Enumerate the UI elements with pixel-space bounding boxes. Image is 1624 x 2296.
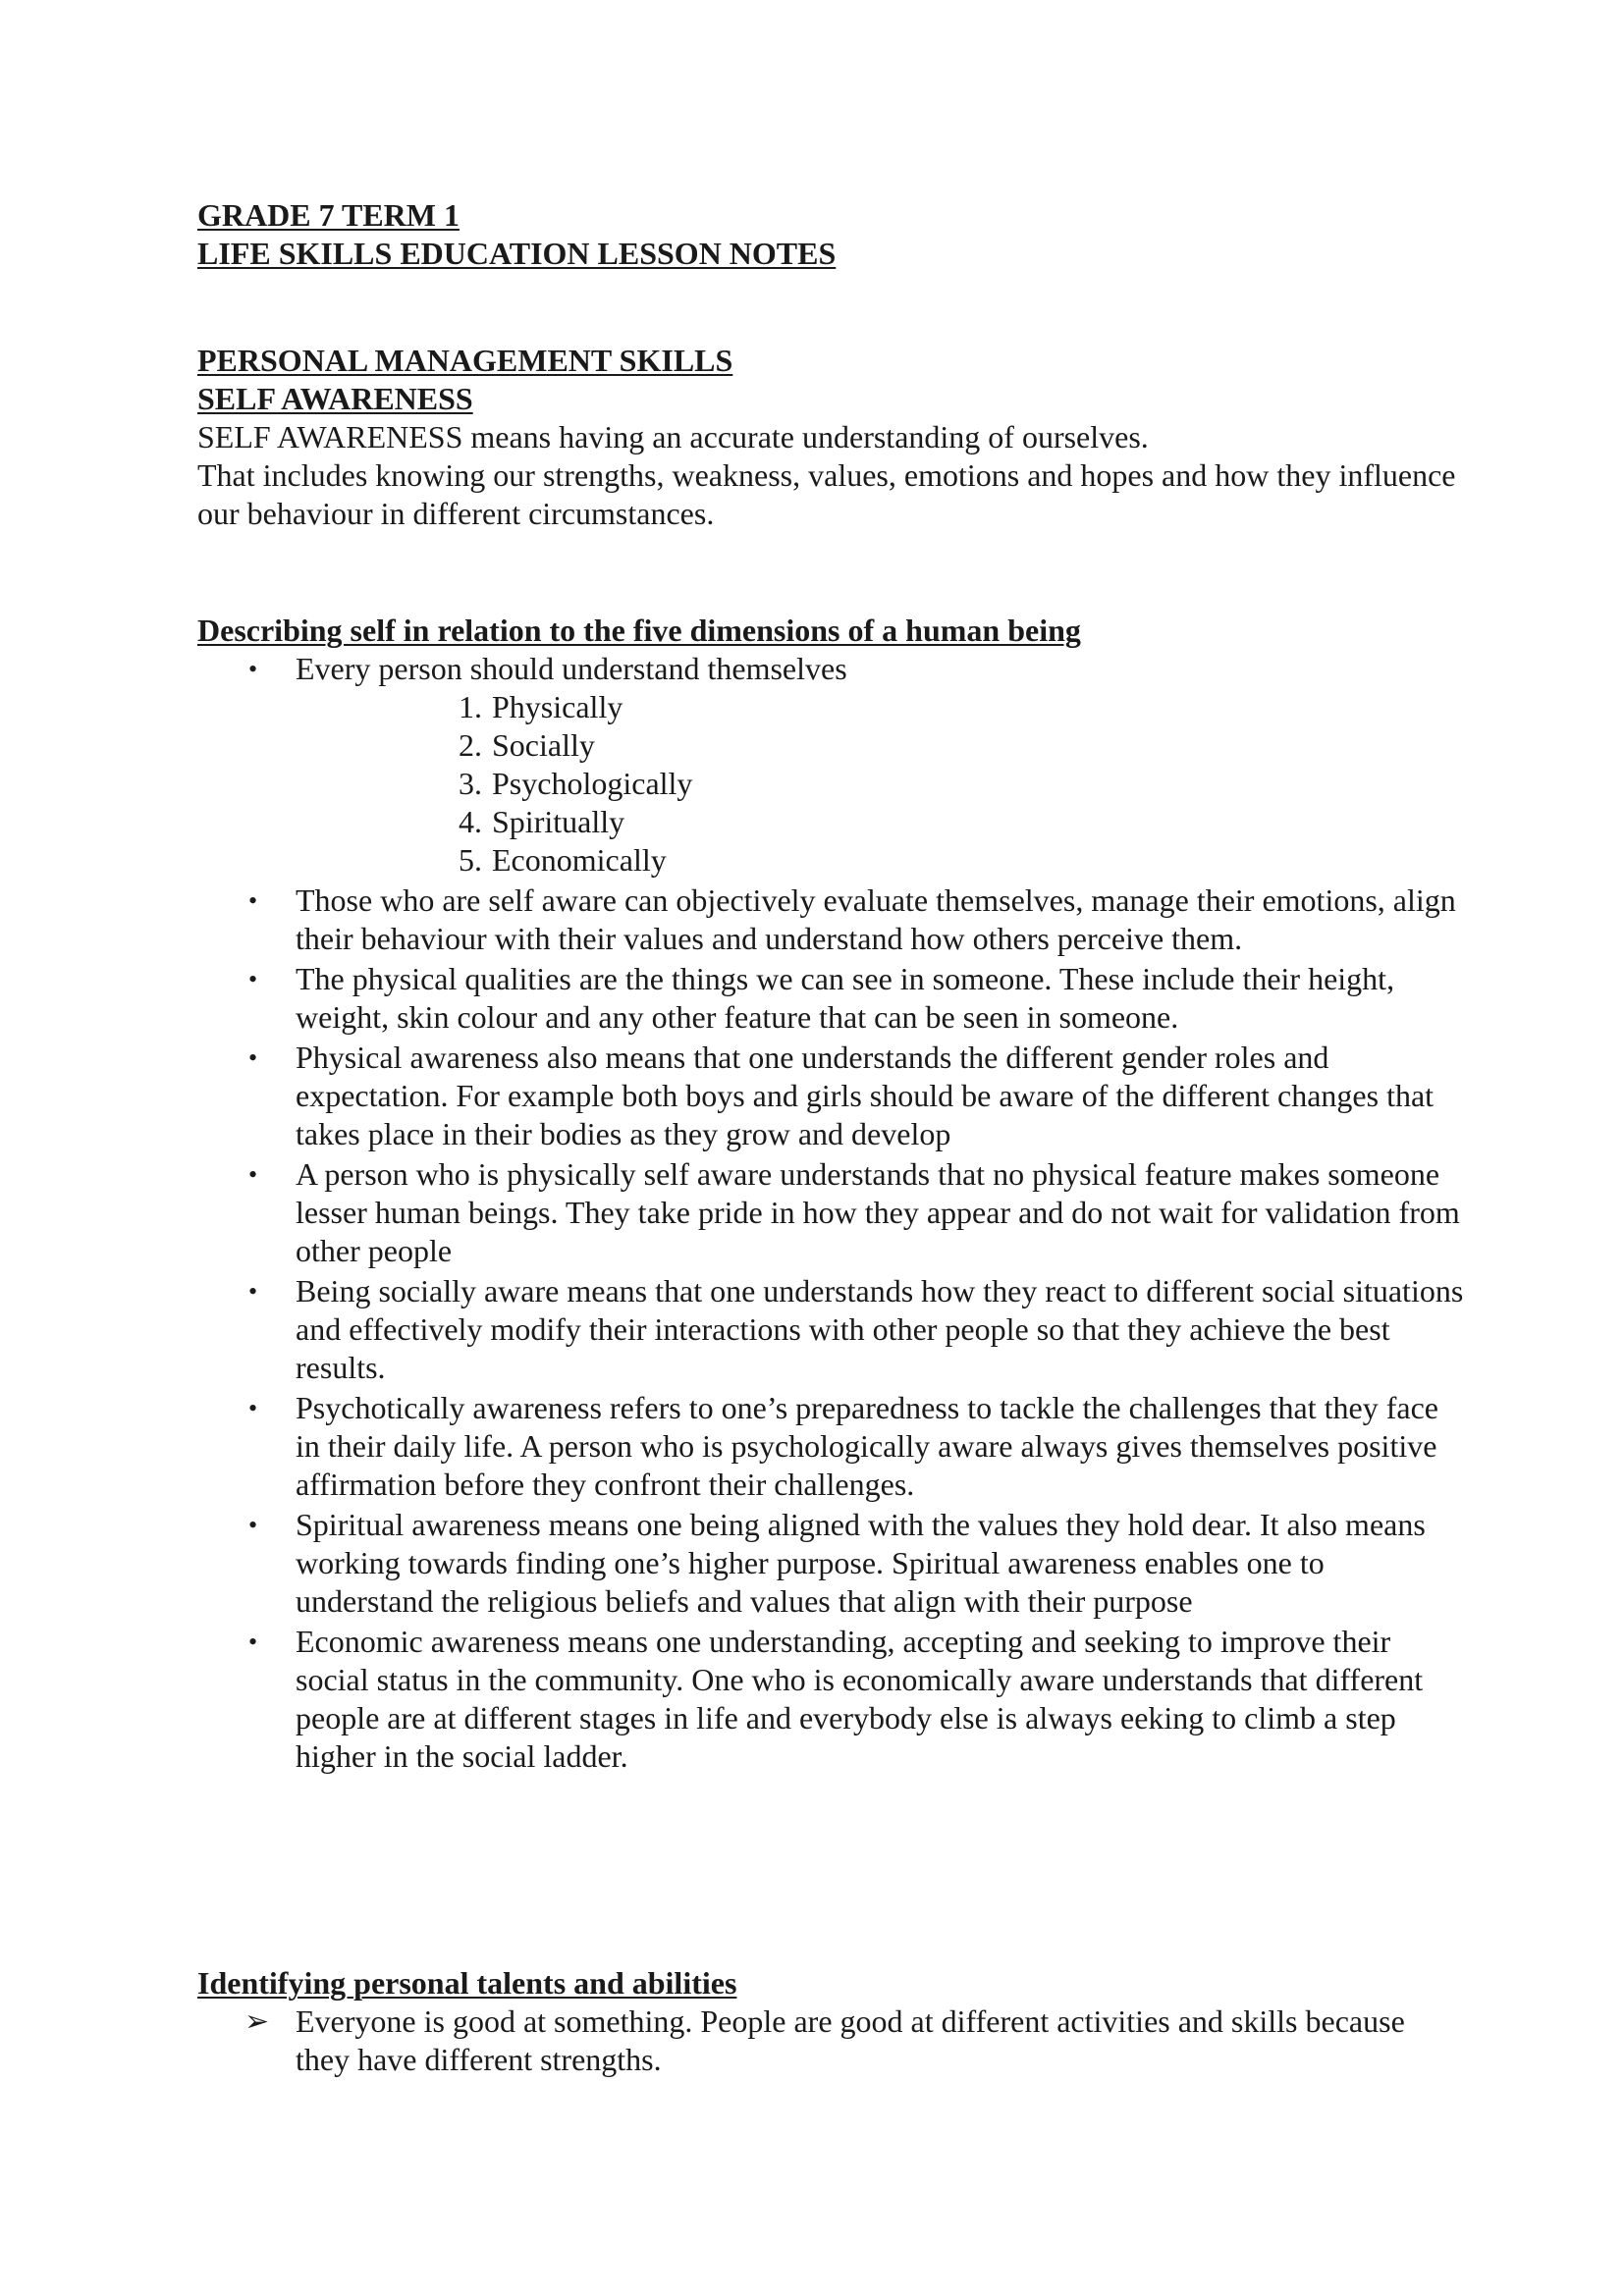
bullet-text: The physical qualities are the things we can see in someone. These include their height, weight, skin colour and any other feature that can be seen in someone. [296,961,1395,1035]
bullet-icon: • [248,1511,258,1539]
list-number: 1. [459,689,482,724]
list-number: 4. [459,804,482,839]
spacer [197,533,1464,612]
intro-includes: That includes knowing our strengths, weakness, values, emotions and hopes and how they influence our behaviour in different circumstances. [197,457,1456,531]
list-item [197,1155,1464,1270]
bullet-icon: • [248,965,258,993]
section-title-talents: Identifying personal talents and abilities [197,1965,737,2001]
section-title-personal-management: PERSONAL MANAGEMENT SKILLS [197,343,733,378]
bullet-text: Every person should understand themselves [296,651,847,686]
bullet-icon: • [248,1628,258,1656]
spacer [197,273,1464,342]
list-item [296,726,1464,765]
bullet-text: Being socially aware means that one understands how they react to different social situations and effectively modify their interactions with other people so that they achieve the best results. [296,1273,1464,1385]
section-title-five-dimensions: Describing self in relation to the five dimensions of a human being [197,613,1081,648]
list-number: 2. [459,727,482,763]
section-subtitle-self-awareness: SELF AWARENESS [197,381,473,416]
list-item [197,1389,1464,1504]
intro-definition: SELF AWARENESS means having an accurate understanding of ourselves. [197,419,1149,454]
bullet-text: Those who are self aware can objectively evaluate themselves, manage their emotions, align their behaviour with their values and understand how others perceive them. [296,882,1456,956]
list-item [197,1272,1464,1387]
bullet-icon: • [248,1043,258,1072]
list-item [197,1623,1464,1776]
document-page [197,196,1464,2079]
spacer [197,1778,1464,1964]
list-item [197,960,1464,1037]
bullet-icon: • [248,886,258,915]
bullet-text: Psychotically awareness refers to one’s preparedness to tackle the challenges that they face in their daily life. A person who is psychologically aware always gives themselves positive affirmation before they confront their challenges. [296,1390,1438,1502]
talents-list [197,2002,1464,2079]
list-item [197,2002,1464,2079]
list-item [296,765,1464,803]
header-grade-term: GRADE 7 TERM 1 [197,197,460,233]
dimension-label: Physically [492,689,623,724]
arrow-bullet-icon: ➢ [244,2005,270,2038]
bullet-text: Everyone is good at something. People are good at different activities and skills because they have different strengths. [296,2003,1405,2077]
dimension-label: Spiritually [492,804,625,839]
dimensions-bullet-list [197,650,1464,1776]
bullet-icon: • [248,1160,258,1189]
bullet-icon: • [248,1277,258,1306]
list-item [197,1506,1464,1621]
header-lesson-notes: LIFE SKILLS EDUCATION LESSON NOTES [197,236,837,271]
bullet-text: A person who is physically self aware understands that no physical feature makes someone lesser human beings. They take pride in how they appear and do not wait for validation from other people [296,1156,1460,1268]
dimension-label: Socially [492,727,595,763]
list-number: 5. [459,842,482,878]
bullet-icon: • [248,655,258,683]
bullet-icon: • [248,1394,258,1422]
dimension-label: Economically [492,842,667,878]
list-item [296,803,1464,841]
dimension-label: Psychologically [492,766,693,801]
list-item [296,841,1464,880]
list-number: 3. [459,766,482,801]
list-item [197,1039,1464,1153]
dimensions-numbered-list [296,688,1464,880]
list-item [197,881,1464,958]
bullet-text: Physical awareness also means that one understands the different gender roles and expectation. For example both boys and girls should be aware of the different changes that takes place in their bodies as they grow and develop [296,1040,1435,1151]
bullet-text: Spiritual awareness means one being aligned with the values they hold dear. It also means working towards finding one’s higher purpose. Spiritual awareness enables one to understand the religious beliefs and values that align with their purpose [296,1507,1426,1619]
list-item [197,650,1464,880]
bullet-text: Economic awareness means one understanding, accepting and seeking to improve their social status in the community. One who is economically aware understands that different people are at different stages in life and everybody else is always eeking to climb a step higher in the social ladder. [296,1624,1424,1774]
list-item [296,688,1464,726]
